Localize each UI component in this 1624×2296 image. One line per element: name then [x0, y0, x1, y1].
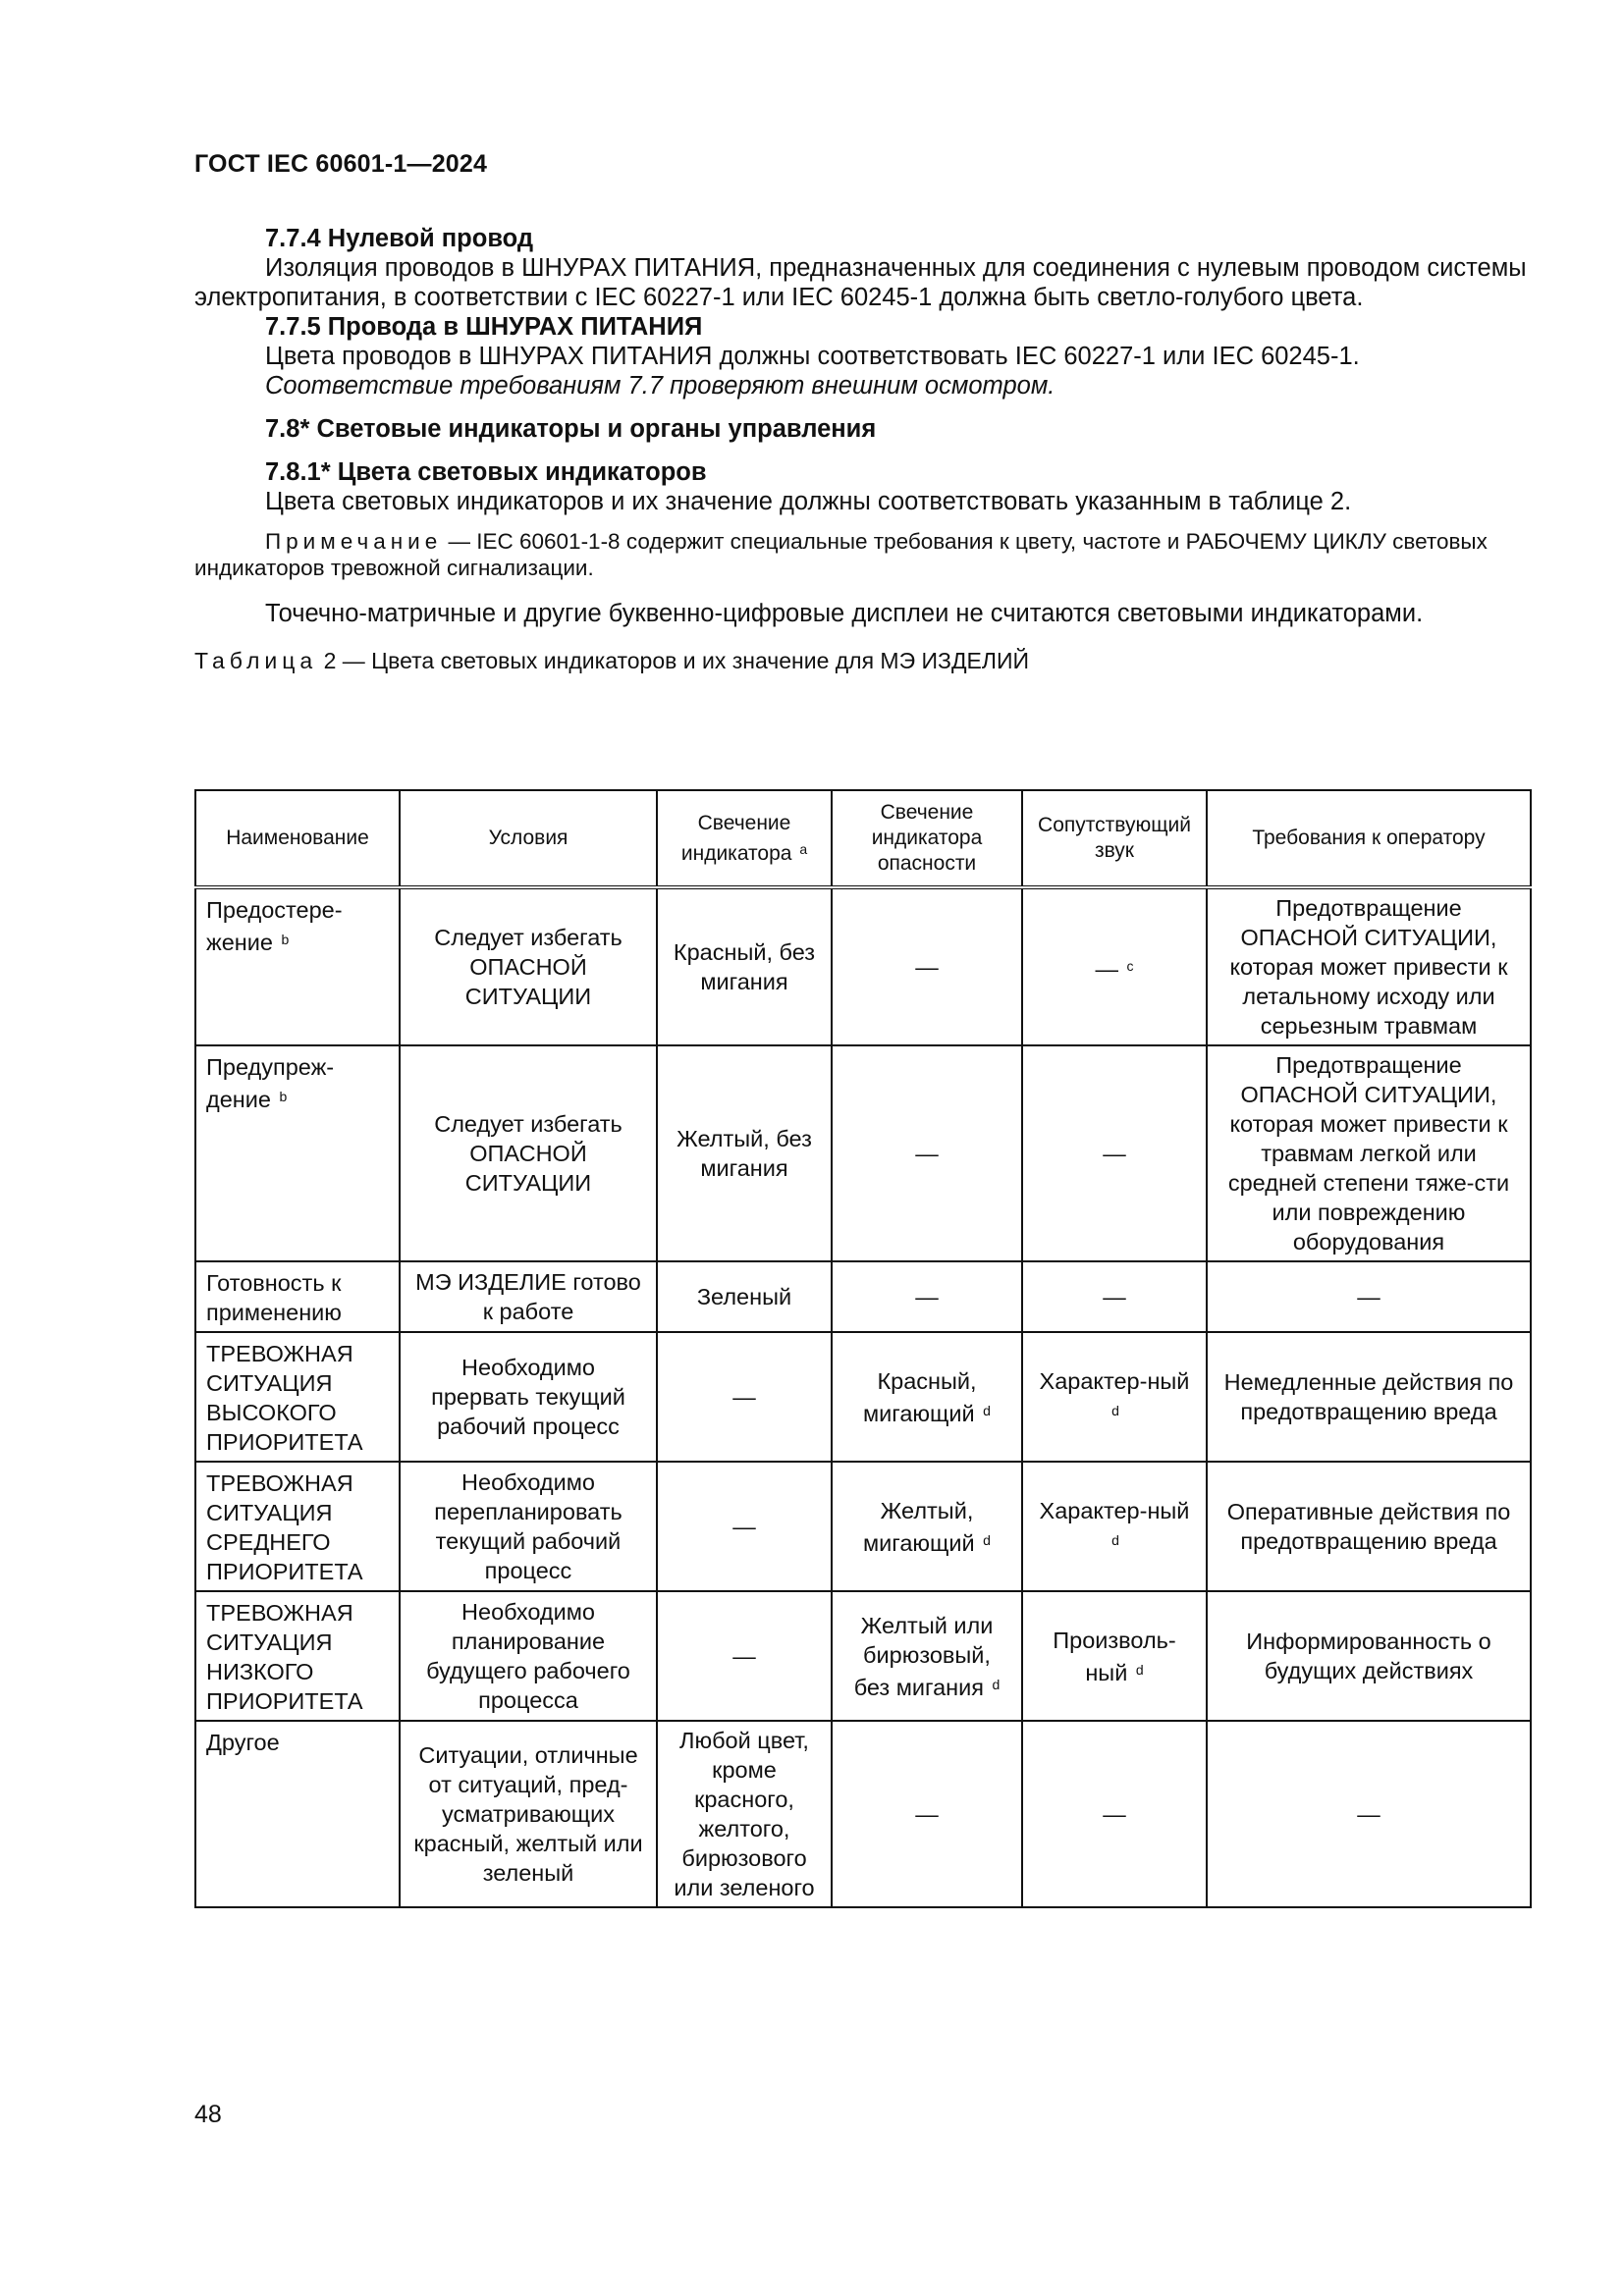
table-row	[195, 1261, 1531, 1332]
cell-danger-indicator: Желтый, мигающий $^d$	[832, 1462, 1022, 1591]
footnote-mark: c	[1126, 957, 1134, 974]
header-operator: Требования к оператору	[1207, 790, 1531, 887]
table-row	[195, 1045, 1531, 1261]
cell-name: ТРЕВОЖНАЯ СИТУАЦИЯ ВЫСОКОГО ПРИОРИТЕТА	[195, 1332, 400, 1462]
section-7-8-title: 7.8* Световые индикаторы и органы управления	[265, 415, 877, 443]
section-7-8-1-title: 7.8.1* Цвета световых индикаторов	[265, 458, 707, 486]
cell-name: Предостере-жение $^b$	[195, 887, 400, 1045]
table-row	[195, 1332, 1531, 1462]
cell-name: ТРЕВОЖНАЯ СИТУАЦИЯ НИЗКОГО ПРИОРИТЕТА	[195, 1591, 400, 1721]
section-7-7-4-text: Изоляция проводов в ШНУРАХ ПИТАНИЯ, предназначенных для соединения с нулевым проводом системы электропитания, в соответствии с IEC 60227-1 или IEC 60245-1 должна быть светло-голубого цвета.	[194, 254, 1527, 311]
footnote-mark: d	[1111, 1531, 1119, 1548]
table-row	[195, 1721, 1531, 1907]
footnote-mark: d	[1135, 1661, 1144, 1678]
document-id: ГОСТ IEC 60601-1—2024	[194, 150, 488, 178]
cell-indicator: Зеленый	[657, 1261, 832, 1332]
cell-condition: Необходимо прервать текущий рабочий процесс	[400, 1332, 657, 1462]
note	[194, 528, 1530, 581]
table-row	[195, 1462, 1531, 1591]
cell-condition: Необходимо перепланировать текущий рабочий процесс	[400, 1462, 657, 1591]
footnote-mark: a	[799, 840, 808, 857]
cell-operator: Предотвращение ОПАСНОЙ СИТУАЦИИ, которая может привести к летальному исходу или серьезным травмам	[1207, 887, 1531, 1045]
footnote-mark: d	[983, 1531, 991, 1548]
note-label: Примечание	[265, 529, 443, 554]
cell-operator: Предотвращение ОПАСНОЙ СИТУАЦИИ, которая может привести к травмам легкой или средней степени тяже-сти или повреждению оборудования	[1207, 1045, 1531, 1261]
cell-name: Другое	[195, 1721, 400, 1907]
cell-condition: Следует избегать ОПАСНОЙ СИТУАЦИИ	[400, 887, 657, 1045]
cell-name: Предупреж-дение $^b$	[195, 1045, 400, 1261]
header-name: Наименование	[195, 790, 400, 887]
cell-operator: —	[1207, 1721, 1531, 1907]
section-7-7-5-text: Цвета проводов в ШНУРАХ ПИТАНИЯ должны соответствовать IEC 60227-1 или IEC 60245-1.	[265, 343, 1360, 370]
header-sound: Сопутствующий звук	[1022, 790, 1207, 887]
cell-name: Готовность к применению	[195, 1261, 400, 1332]
footnote-mark: b	[281, 932, 290, 947]
cell-condition: МЭ ИЗДЕЛИЕ готово к работе	[400, 1261, 657, 1332]
cell-operator: Информированность о будущих действиях	[1207, 1591, 1531, 1721]
table-row	[195, 887, 1531, 1045]
cell-sound: Характер-ный $^d$	[1022, 1332, 1207, 1462]
cell-sound: —	[1022, 1261, 1207, 1332]
table-caption-label: Таблица	[194, 648, 318, 673]
header-indicator: Свечение индикатора $^a$	[657, 790, 832, 887]
cell-danger-indicator: Красный, мигающий $^d$	[832, 1332, 1022, 1462]
footnote-mark: b	[279, 1089, 288, 1104]
cell-operator: Оперативные действия по предотвращению вреда	[1207, 1462, 1531, 1591]
section-7-8-1-text: Цвета световых индикаторов и их значение должны соответствовать указанным в таблице 2.	[265, 488, 1352, 515]
cell-indicator: Желтый, без мигания	[657, 1045, 832, 1261]
cell-indicator: —	[657, 1462, 832, 1591]
cell-indicator: —	[657, 1591, 832, 1721]
cell-condition: Ситуации, отличные от ситуаций, пред-усматривающих красный, желтый или зеленый	[400, 1721, 657, 1907]
cell-operator: —	[1207, 1261, 1531, 1332]
footnote-mark: d	[983, 1402, 991, 1418]
table-caption-text: 2 — Цвета световых индикаторов и их значение для МЭ ИЗДЕЛИЙ	[317, 648, 1030, 673]
cell-operator: Немедленные действия по предотвращению вреда	[1207, 1332, 1531, 1462]
cell-indicator: —	[657, 1332, 832, 1462]
cell-danger-indicator: —	[832, 1261, 1022, 1332]
table-row	[195, 1591, 1531, 1721]
cell-condition: Следует избегать ОПАСНОЙ СИТУАЦИИ	[400, 1045, 657, 1261]
cell-indicator: Любой цвет, кроме красного, желтого, бирюзового или зеленого	[657, 1721, 832, 1907]
section-7-7-4-title: 7.7.4 Нулевой провод	[265, 225, 534, 252]
section-7-7-5-title: 7.7.5 Провода в ШНУРАХ ПИТАНИЯ	[265, 313, 703, 341]
document-body	[194, 224, 1530, 674]
cell-name: ТРЕВОЖНАЯ СИТУАЦИЯ СРЕДНЕГО ПРИОРИТЕТА	[195, 1462, 400, 1591]
header-condition: Условия	[400, 790, 657, 887]
cell-danger-indicator: Желтый или бирюзовый, без мигания $^d$	[832, 1591, 1022, 1721]
footnote-mark: d	[1111, 1402, 1119, 1418]
cell-sound: —	[1022, 1045, 1207, 1261]
cell-condition: Необходимо планирование будущего рабочего процесса	[400, 1591, 657, 1721]
cell-danger-indicator: —	[832, 1045, 1022, 1261]
note-text: — IEC 60601-1-8 содержит специальные требования к цвету, частоте и РАБОЧЕМУ ЦИКЛУ световых индикаторов тревожной сигнализации.	[194, 529, 1488, 580]
cell-danger-indicator: —	[832, 1721, 1022, 1907]
cell-danger-indicator: —	[832, 887, 1022, 1045]
table-header-row	[195, 790, 1531, 887]
cell-indicator: Красный, без мигания	[657, 887, 832, 1045]
indicator-colors-table	[194, 789, 1532, 1908]
section-7-7-5-compliance: Соответствие требованиям 7.7 проверяют внешним осмотром.	[265, 372, 1056, 400]
cell-sound: Характер-ный $^d$	[1022, 1462, 1207, 1591]
dot-matrix-text: Точечно-матричные и другие буквенно-цифровые дисплеи не считаются световыми индикаторами.	[265, 600, 1424, 627]
footnote-mark: d	[992, 1676, 1001, 1692]
cell-sound: Произволь-ный $^d$	[1022, 1591, 1207, 1721]
page-number: 48	[194, 2101, 222, 2128]
cell-sound: —	[1022, 1721, 1207, 1907]
table-caption	[194, 648, 1530, 674]
cell-sound: — $^c$	[1022, 887, 1207, 1045]
header-danger-indicator: Свечение индикатора опасности	[832, 790, 1022, 887]
